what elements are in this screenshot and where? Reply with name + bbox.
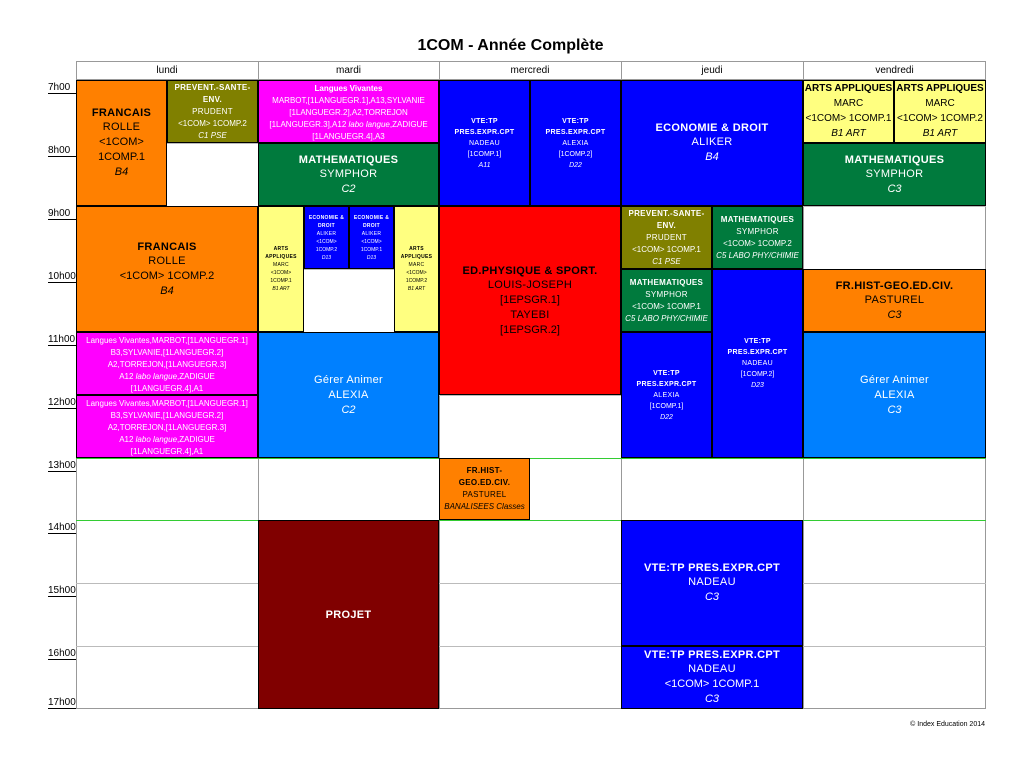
event-lundi-francais-1[interactable] <box>76 80 167 206</box>
event-teacher: SYMPHOR <box>865 167 924 180</box>
event-room: C1 PSE <box>652 256 681 266</box>
page-title: 1COM - Année Complète <box>417 37 604 54</box>
event-lundi-francais-2[interactable] <box>76 206 258 332</box>
event-subject: FRANCAIS <box>137 240 197 253</box>
event-group: [1COMP.2] <box>558 150 593 158</box>
hour-label: 15h00 <box>48 585 76 596</box>
event-group: [1EPSGR.1] <box>500 293 560 306</box>
event-room: C5 LABO PHY/CHIMIE <box>625 313 708 323</box>
event-room: C5 LABO PHY/CHIMIE <box>716 250 799 260</box>
event-vendredi-hist-geo[interactable] <box>803 269 986 332</box>
event-line: A2,TORREJON,[1LANGUEGR.3] <box>107 360 227 369</box>
event-room: C3 <box>704 693 720 705</box>
event-jeudi-maths-1[interactable] <box>712 206 803 269</box>
event-room: D22 <box>569 161 582 169</box>
event-lundi-langues-2[interactable] <box>76 395 258 458</box>
event-teacher: NADEAU <box>742 360 773 367</box>
event-subject: VTE:TP PRES.EXPR.CPT <box>644 562 780 574</box>
event-subject: ED.PHYSIQUE & SPORT. <box>462 264 598 277</box>
hour-label: 16h00 <box>48 648 76 659</box>
event-room: BANALISEES Classes <box>444 502 525 511</box>
event-subject: FR.HIST-GEO.ED.CIV. <box>835 279 954 292</box>
event-teacher: SYMPHOR <box>645 289 688 299</box>
event-subject: ECONOMIE & DROIT <box>308 214 345 229</box>
event-subject: Gérer Animer <box>859 373 929 386</box>
event-line: [1LANGUEGR.4],A3 <box>312 132 385 141</box>
event-room: D13 <box>321 254 332 261</box>
event-lundi-langues-1[interactable] <box>76 332 258 395</box>
hour-tick <box>48 533 76 534</box>
event-subject: PROJET <box>325 608 372 621</box>
event-group: <1COM> 1COMP.2 <box>178 118 247 128</box>
event-teacher: PRUDENT <box>646 232 687 242</box>
event-mardi-arts-1[interactable] <box>258 206 304 332</box>
event-line: Langues Vivantes <box>314 84 383 93</box>
event-room: B1 ART <box>831 128 866 139</box>
event-mercredi-hist-geo[interactable] <box>439 458 530 520</box>
event-subject: VTE:TP PRES.EXPR.CPT <box>727 338 788 356</box>
lunch-end-line <box>76 520 986 521</box>
event-teacher: PASTUREL <box>864 293 925 306</box>
event-subject: MATHEMATIQUES <box>720 214 795 224</box>
day-header-mardi: mardi <box>335 65 361 76</box>
event-vendredi-arts-2[interactable] <box>894 80 986 143</box>
event-subject: VTE:TP PRES.EXPR.CPT <box>454 117 515 136</box>
event-group: <1COM> 1COMP.1 <box>632 301 701 311</box>
event-room: C3 <box>887 182 902 195</box>
event-room: C3 <box>704 591 720 603</box>
event-line: Langues Vivantes,MARBOT,[1LANGUEGR.1] <box>86 399 248 408</box>
hour-tick <box>48 219 76 220</box>
event-subject: ARTS APPLIQUES <box>400 246 433 260</box>
event-group: <1COM> 1COMP.1 <box>98 136 145 163</box>
event-line: B3,SYLVANIE,[1LANGUEGR.2] <box>110 411 224 420</box>
event-mercredi-eps[interactable] <box>439 206 621 395</box>
event-teacher: ALIKER <box>691 136 733 148</box>
event-teacher: ALIKER <box>316 230 337 237</box>
hour-label: 12h00 <box>48 397 76 408</box>
event-subject: ARTS APPLIQUES <box>804 83 893 94</box>
event-line: [1LANGUEGR.2],A2,TORREJON <box>289 108 408 117</box>
event-line: [1LANGUEGR.4],A1 <box>130 384 204 393</box>
event-room: C2 <box>341 182 356 195</box>
event-group: <1COM> 1COMP.1 <box>632 244 701 254</box>
event-line: A12 labo langue,ZADIGUE <box>119 372 215 381</box>
event-teacher: TAYEBI <box>510 308 550 321</box>
event-mardi-maths[interactable] <box>258 143 439 206</box>
event-subject: ECONOMIE & DROIT <box>353 214 390 229</box>
hour-tick <box>48 156 76 157</box>
hour-tick <box>48 659 76 660</box>
event-teacher: ROLLE <box>148 254 186 267</box>
event-room: B1 ART <box>922 128 958 139</box>
event-room: D23 <box>751 382 764 389</box>
event-room: B1 ART <box>272 286 290 292</box>
event-teacher: MARC <box>833 98 864 109</box>
day-header-vendredi: vendredi <box>875 65 914 76</box>
hour-line <box>76 646 986 647</box>
event-group: <1COM> 1COMP.2 <box>723 238 792 248</box>
event-line: [1LANGUEGR.4],A1 <box>130 447 204 456</box>
hour-label: 9h00 <box>48 208 71 219</box>
event-jeudi-vte-d[interactable] <box>621 646 803 709</box>
event-subject: ARTS APPLIQUES <box>896 83 984 94</box>
event-room: B4 <box>114 166 129 178</box>
event-lundi-prevent-sante[interactable] <box>167 80 258 143</box>
event-subject: MATHEMATIQUES <box>298 153 399 166</box>
event-subject: Gérer Animer <box>313 373 383 386</box>
event-vendredi-arts-1[interactable] <box>803 80 894 143</box>
event-subject: VTE:TP PRES.EXPR.CPT <box>644 649 780 661</box>
event-room: D13 <box>366 254 377 261</box>
hour-tick <box>48 708 76 709</box>
hour-label: 14h00 <box>48 522 76 533</box>
event-group: <1COM> 1COMP.2 <box>315 238 338 253</box>
hour-line <box>76 583 986 584</box>
event-line: [1LANGUEGR.3],A12 labo langue,ZADIGUE <box>269 120 428 129</box>
event-teacher: NADEAU <box>469 139 500 147</box>
event-teacher: SYMPHOR <box>736 226 779 236</box>
hour-label: 17h00 <box>48 697 76 708</box>
event-room: B4 <box>160 284 174 297</box>
event-subject: FR.HIST-GEO.ED.CIV. <box>458 466 511 487</box>
event-teacher: MARC <box>408 262 425 268</box>
event-group: <1COM> 1COMP.1 <box>664 678 760 690</box>
day-header-mercredi: mercredi <box>510 65 550 76</box>
event-jeudi-maths-2[interactable] <box>621 269 712 332</box>
hour-label: 7h00 <box>48 82 71 93</box>
hour-tick <box>48 471 76 472</box>
event-teacher: ALEXIA <box>328 388 369 401</box>
event-room: C3 <box>887 403 902 416</box>
event-subject: FRANCAIS <box>91 107 152 119</box>
event-line: A12 labo langue,ZADIGUE <box>119 435 215 444</box>
hour-label: 10h00 <box>48 271 76 282</box>
event-teacher: MARC <box>273 262 289 268</box>
event-jeudi-eco-droit[interactable] <box>621 80 803 206</box>
event-group: <1COM> 1COMP.1 <box>805 113 892 124</box>
event-room: B1 ART <box>407 286 426 292</box>
event-jeudi-vte-c[interactable] <box>621 520 803 646</box>
event-mercredi-vte-2[interactable] <box>530 80 621 206</box>
event-jeudi-prevent-sante[interactable] <box>621 206 712 269</box>
event-mardi-projet[interactable] <box>258 520 439 709</box>
event-group: <1COM> 1COMP.1 <box>270 270 292 284</box>
event-line: Langues Vivantes,MARBOT,[1LANGUEGR.1] <box>86 336 248 345</box>
event-subject: VTE:TP PRES.EXPR.CPT <box>636 369 697 388</box>
day-header-jeudi: jeudi <box>701 65 723 76</box>
event-subject: ARTS APPLIQUES <box>265 246 297 260</box>
event-group: [1COMP.1] <box>467 150 502 158</box>
event-teacher: ALEXIA <box>653 391 680 399</box>
event-mardi-gerer-animer[interactable] <box>258 332 439 458</box>
event-room: C1 PSE <box>198 130 227 140</box>
event-teacher: MARC <box>925 98 955 109</box>
event-line: MARBOT,[1LANGUEGR.1],A13,SYLVANIE <box>272 96 425 105</box>
event-subject: PREVENT.-SANTE-ENV. <box>628 208 705 230</box>
event-teacher: NADEAU <box>688 663 736 675</box>
event-teacher: LOUIS-JOSEPH <box>487 278 573 291</box>
event-group: [1EPSGR.2] <box>500 323 560 336</box>
event-group: [1COMP.2] <box>740 371 775 378</box>
event-mercredi-vte-1[interactable] <box>439 80 530 206</box>
event-teacher: NADEAU <box>688 576 736 588</box>
event-vendredi-gerer-animer[interactable] <box>803 332 986 458</box>
event-subject: PREVENT.-SANTE-ENV. <box>174 82 251 104</box>
event-teacher: ALIKER <box>361 230 382 237</box>
event-room: C2 <box>341 403 356 416</box>
hour-tick <box>48 596 76 597</box>
event-vendredi-maths[interactable] <box>803 143 986 206</box>
event-group: <1COM> 1COMP.2 <box>119 269 215 282</box>
copyright-footer: © Index Education 2014 <box>910 721 985 728</box>
event-subject: VTE:TP PRES.EXPR.CPT <box>545 117 606 136</box>
hour-label: 8h00 <box>48 145 71 156</box>
hour-tick <box>48 282 76 283</box>
event-subject: MATHEMATIQUES <box>844 153 945 166</box>
event-line: A2,TORREJON,[1LANGUEGR.3] <box>107 423 227 432</box>
event-group: <1COM> 1COMP.2 <box>897 113 983 124</box>
event-group: [1COMP.1] <box>649 402 684 410</box>
event-teacher: PRUDENT <box>192 106 233 116</box>
event-teacher: ALEXIA <box>562 139 589 147</box>
event-subject: ECONOMIE & DROIT <box>655 122 769 134</box>
event-room: B4 <box>705 151 719 163</box>
event-teacher: SYMPHOR <box>319 167 378 180</box>
hour-tick <box>48 345 76 346</box>
event-room: D22 <box>660 413 673 421</box>
hour-label: 13h00 <box>48 460 76 471</box>
event-jeudi-vte-b[interactable] <box>712 269 803 458</box>
event-jeudi-vte-a[interactable] <box>621 332 712 458</box>
event-room: A11 <box>478 161 491 169</box>
event-group: <1COM> 1COMP.1 <box>360 238 383 253</box>
hour-label: 11h00 <box>48 334 76 345</box>
event-teacher: ALEXIA <box>874 388 915 401</box>
event-mardi-arts-2[interactable] <box>394 206 439 332</box>
event-line: B3,SYLVANIE,[1LANGUEGR.2] <box>110 348 224 357</box>
event-mardi-eco-2[interactable] <box>349 206 394 269</box>
hour-tick <box>48 408 76 409</box>
day-header-lundi: lundi <box>156 65 178 76</box>
lunch-start-line <box>76 458 986 459</box>
event-teacher: PASTUREL <box>462 490 507 499</box>
hour-tick <box>48 93 76 94</box>
event-subject: MATHEMATIQUES <box>629 277 704 287</box>
event-teacher: ROLLE <box>102 121 141 133</box>
event-group: <1COM> 1COMP.2 <box>405 270 428 284</box>
event-room: C3 <box>887 308 902 321</box>
event-mardi-langues[interactable] <box>258 80 439 143</box>
event-mardi-eco-1[interactable] <box>304 206 349 269</box>
